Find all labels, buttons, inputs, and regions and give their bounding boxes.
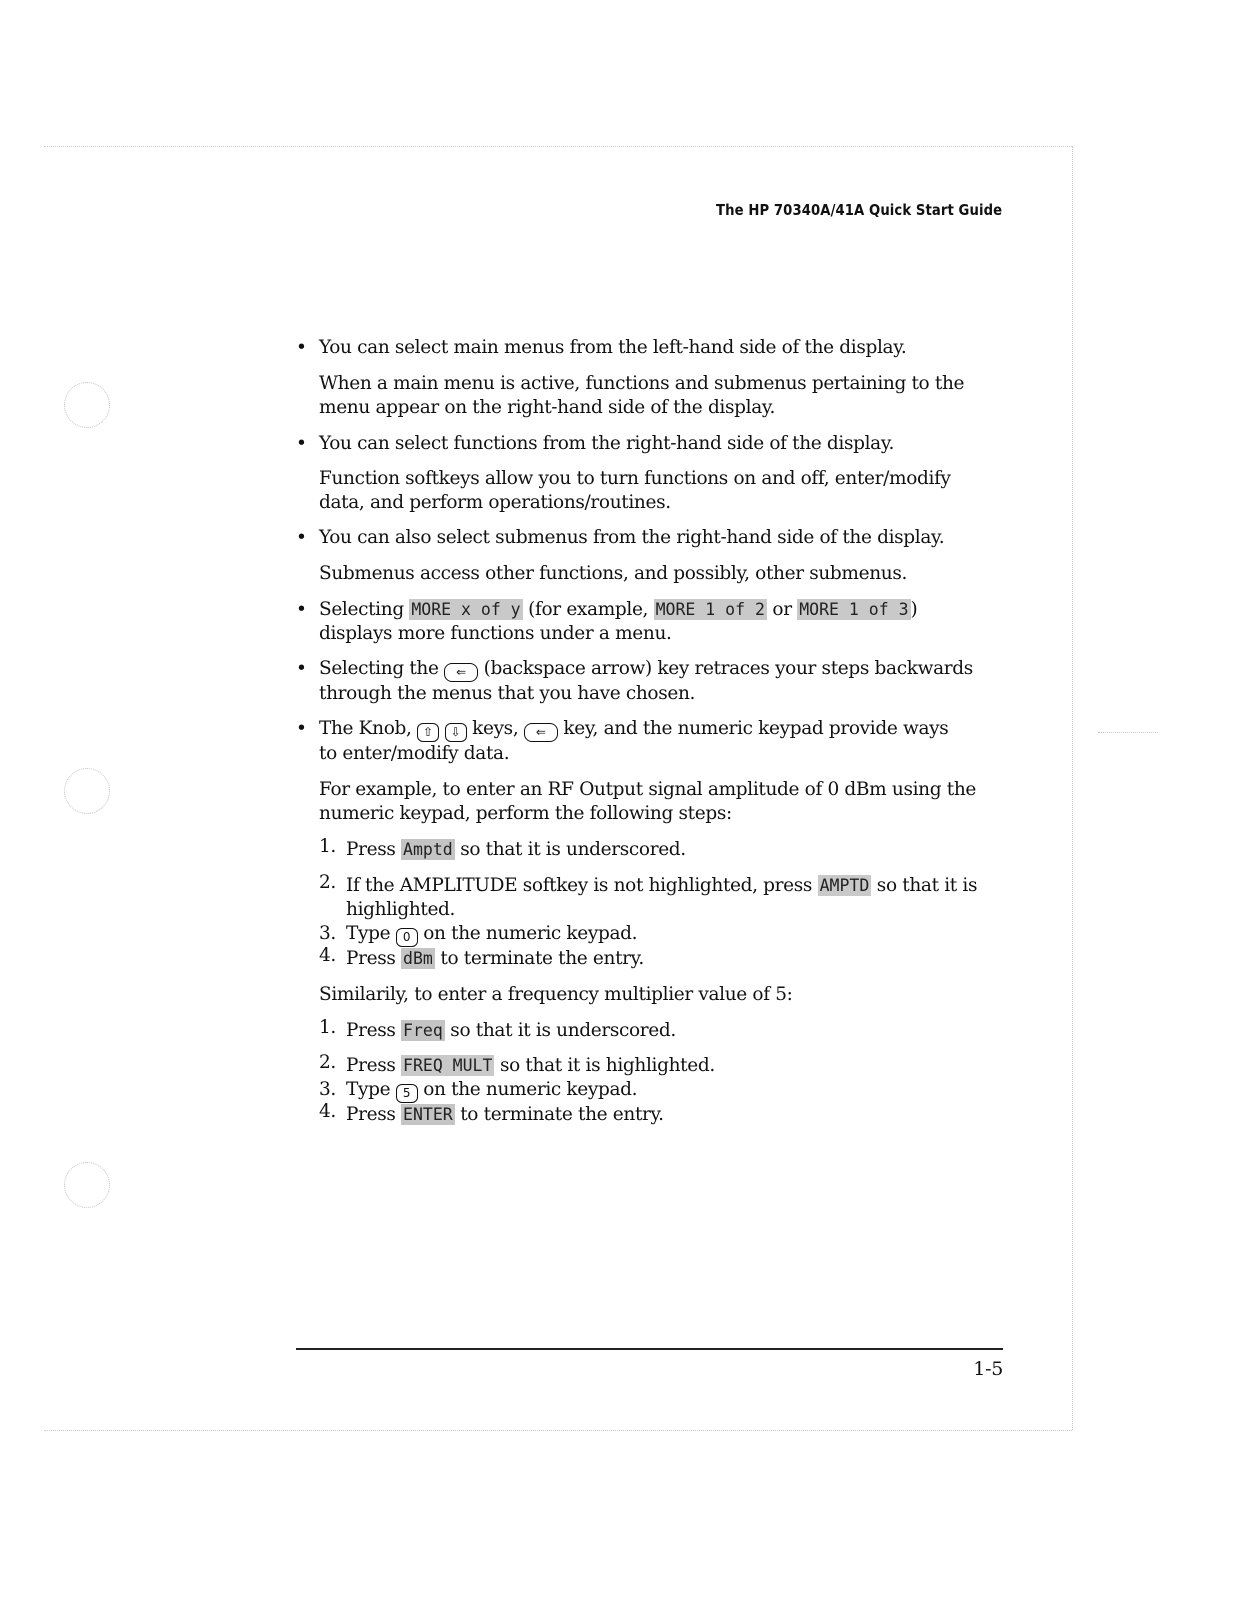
scan-border-bottom (44, 1430, 1072, 1431)
scan-border-top (44, 146, 1072, 147)
step-item: 1. Press Amptd so that it is underscored. (319, 836, 686, 860)
paragraph-submenus: Submenus access other functions, and possibly, other submenus. (319, 563, 908, 584)
dbm-hardkey[interactable]: dBm (403, 949, 433, 968)
amptd-softkey[interactable]: AMPTD (819, 876, 870, 895)
step-item: 3. Type 5 on the numeric keypad. (319, 1078, 1016, 1103)
enter-hardkey[interactable]: ENTER (403, 1105, 453, 1124)
frequency-steps (319, 1019, 1016, 1127)
paragraph-functions: Function softkeys allow you to turn functions on and off, enter/modify data, and perform operations/routines. (319, 468, 951, 513)
more-1-of-2-softkey[interactable]: MORE 1 of 2 (655, 600, 765, 619)
more-1-of-3-softkey[interactable]: MORE 1 of 3 (799, 600, 909, 619)
amplitude-steps (319, 838, 1016, 971)
bullet-submenus: • You can also select submenus from the right-hand side of the display. (296, 526, 1016, 550)
five-key-icon[interactable]: 5 (396, 1084, 418, 1103)
bullet-more-softkey: • Selecting MORE x of y (for example, MORE 1 of 2 or MORE 1 of 3 ) displays more functions under a menu. (296, 598, 1016, 646)
paragraph-amplitude-example: For example, to enter an RF Output signal amplitude of 0 dBm using the numeric keypad, perform the following steps: (319, 779, 976, 824)
zero-key-icon[interactable]: 0 (396, 928, 418, 947)
bullet-functions: • You can select functions from the right-hand side of the display. (296, 432, 1016, 456)
footer-rule (296, 1348, 1003, 1350)
step-item: 2. Press FREQ MULT so that it is highlighted. (319, 1052, 715, 1076)
paragraph-main-menus: When a main menu is active, functions and submenus pertaining to the menu appear on the right-hand side of the display. (319, 373, 965, 418)
freq-mult-softkey[interactable]: FREQ MULT (403, 1056, 493, 1075)
page-body (296, 336, 1016, 1127)
bullet-knob: • The Knob, ⇧ ⇩ keys, ⇐ key, and the numeric keypad provide ways to enter/modify data. (296, 717, 1016, 766)
up-arrow-key-icon[interactable]: ⇧ (417, 723, 439, 742)
bullet-backspace: • Selecting the ⇐ (backspace arrow) key retraces your steps backwards through the menus that you have chosen. (296, 657, 1016, 706)
step-item: 3. Type 0 on the numeric keypad. (319, 922, 1016, 947)
step-item: 2. If the AMPLITUDE softkey is not highlighted, press AMPTD so that it is highlighted. (319, 872, 978, 920)
scan-border-right (1072, 146, 1073, 1430)
freq-hardkey[interactable]: Freq (403, 1021, 443, 1040)
backspace-key-icon[interactable]: ⇐ (524, 723, 558, 742)
more-x-of-y-softkey[interactable]: MORE x of y (411, 600, 521, 619)
running-head: The HP 70340A/41A Quick Start Guide (715, 201, 1002, 219)
punch-hole-middle (64, 768, 110, 814)
punch-hole-bottom (64, 1162, 110, 1208)
down-arrow-key-icon[interactable]: ⇩ (445, 723, 467, 742)
step-item: 1. Press Freq so that it is underscored. (319, 1017, 676, 1041)
step-item: 4. Press dBm to terminate the entry. (319, 945, 644, 969)
bullet-main-menus: • You can select main menus from the left-hand side of the display. (296, 336, 1016, 360)
amptd-hardkey[interactable]: Amptd (403, 840, 453, 859)
punch-hole-top (64, 382, 110, 428)
paragraph-frequency-example: Similarily, to enter a frequency multiplier value of 5: (319, 984, 793, 1005)
step-item: 4. Press ENTER to terminate the entry. (319, 1101, 664, 1125)
page-number: 1-5 (973, 1358, 1003, 1380)
backspace-key-icon[interactable]: ⇐ (444, 663, 478, 682)
scan-mark (1098, 732, 1158, 733)
